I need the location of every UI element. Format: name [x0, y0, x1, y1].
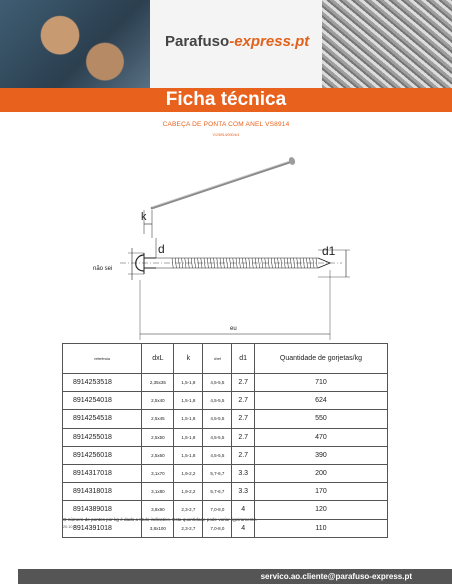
table-row [63, 446, 388, 464]
col-header-reference: referência [63, 344, 142, 374]
table-row [63, 392, 388, 410]
cell-reference: 8914391018 [63, 519, 142, 537]
cell-d1: 2.7 [232, 374, 254, 392]
dimension-d1-label: d1 [322, 244, 336, 258]
logo-accent: -express.pt [229, 33, 310, 50]
cell-d: 4,5-5,5 [203, 446, 232, 464]
cell-k: 1,9-2,2 [174, 464, 203, 482]
ring-groove [258, 258, 259, 268]
product-ref: V/2/8914/000/4/4 [212, 133, 240, 137]
cell-reference: 8914389018 [63, 501, 142, 519]
cell-d1: 2.7 [232, 428, 254, 446]
technical-drawing [60, 150, 390, 340]
spec-table [62, 343, 388, 538]
doc-date: 20.10.2 [63, 525, 76, 529]
cell-reference: 8914255018 [63, 428, 142, 446]
dimension-length-label: eu [230, 326, 237, 332]
cell-dxl: 3,8x90 [142, 501, 174, 519]
cell-k: 1,5-1,8 [174, 410, 203, 428]
nail-diagram [120, 210, 350, 340]
cell-reference: 8914253518 [63, 374, 142, 392]
cell-reference: 8914254018 [63, 392, 142, 410]
col-header-k: k [174, 344, 203, 374]
header-photo-workbench [0, 0, 150, 88]
dimension-d-label: d [158, 242, 165, 256]
cell-quantity: 624 [254, 392, 387, 410]
cell-d1: 3.3 [232, 483, 254, 501]
table-header-row [63, 344, 388, 374]
table-row [63, 464, 388, 482]
cell-dxl: 2,35x35 [142, 374, 174, 392]
page-title: Ficha técnica [165, 89, 287, 110]
cell-dxl: 3,1x80 [142, 483, 174, 501]
col-header-quantity: Quantidade de gorjetas/kg [254, 344, 387, 374]
cell-reference: 8914256018 [63, 446, 142, 464]
cell-dxl: 2,5x45 [142, 410, 174, 428]
col-header-d: d/ref [203, 344, 232, 374]
cell-d1: 2.7 [232, 392, 254, 410]
cell-k: 2,3-2,7 [174, 519, 203, 537]
table-row [63, 428, 388, 446]
dimension-head-label: não sei [93, 266, 113, 272]
cell-quantity: 110 [254, 519, 387, 537]
cell-reference: 8914317018 [63, 464, 142, 482]
nail-photo [152, 156, 296, 208]
logo[interactable] [165, 33, 309, 50]
cell-quantity: 200 [254, 464, 387, 482]
dimension-k-label: k [141, 211, 147, 223]
footnote: O número de pontos por kg é dado a título indicativo. Esta quantidade pode variar ligeiramente. [63, 517, 258, 522]
cell-d: 7,0-8,0 [203, 501, 232, 519]
cell-quantity: 390 [254, 446, 387, 464]
cell-dxl: 2,5x60 [142, 446, 174, 464]
product-title: CABEÇA DE PONTA COM ANEL VS8914 [162, 121, 290, 128]
cell-dxl: 3,8x100 [142, 519, 174, 537]
cell-d: 4,5-5,5 [203, 428, 232, 446]
ring-groove [262, 258, 263, 268]
cell-d: 5,7-6,7 [203, 483, 232, 501]
cell-dxl: 3,1x70 [142, 464, 174, 482]
cell-d: 4,5-5,5 [203, 392, 232, 410]
cell-quantity: 470 [254, 428, 387, 446]
ring-groove [185, 258, 186, 268]
cell-reference: 8914254518 [63, 410, 142, 428]
cell-k: 1,5-1,8 [174, 392, 203, 410]
ring-groove [239, 258, 240, 268]
cell-d: 4,5-5,5 [203, 410, 232, 428]
table-row [63, 483, 388, 501]
cell-k: 1,9-2,2 [174, 483, 203, 501]
header [0, 0, 452, 88]
footer-contact-link[interactable]: servico.ao.cliente@parafuso-express.pt [260, 572, 412, 581]
table-row [63, 410, 388, 428]
cell-d1: 4 [232, 501, 254, 519]
cell-reference: 8914318018 [63, 483, 142, 501]
cell-dxl: 2,5x40 [142, 392, 174, 410]
header-photo-screws [322, 0, 452, 88]
ring-groove [281, 258, 282, 268]
logo-main: Parafuso [165, 33, 230, 50]
cell-d1: 3.3 [232, 464, 254, 482]
ring-groove [316, 258, 317, 268]
cell-quantity: 120 [254, 501, 387, 519]
ring-groove [236, 258, 237, 268]
cell-k: 1,5-1,8 [174, 428, 203, 446]
col-header-d1: d1 [232, 344, 254, 374]
cell-d1: 2.7 [232, 410, 254, 428]
cell-quantity: 170 [254, 483, 387, 501]
cell-k: 1,5-1,8 [174, 374, 203, 392]
cell-d1: 4 [232, 519, 254, 537]
cell-quantity: 710 [254, 374, 387, 392]
cell-dxl: 2,5x50 [142, 428, 174, 446]
cell-d: 5,7-6,7 [203, 464, 232, 482]
cell-d: 4,5-5,5 [203, 374, 232, 392]
cell-k: 2,3-2,7 [174, 501, 203, 519]
ring-groove [182, 258, 183, 268]
cell-k: 1,5-1,8 [174, 446, 203, 464]
col-header-dxl: dxL [142, 344, 174, 374]
cell-d: 7,0-8,0 [203, 519, 232, 537]
cell-quantity: 550 [254, 410, 387, 428]
cell-d1: 2.7 [232, 446, 254, 464]
table-row [63, 374, 388, 392]
